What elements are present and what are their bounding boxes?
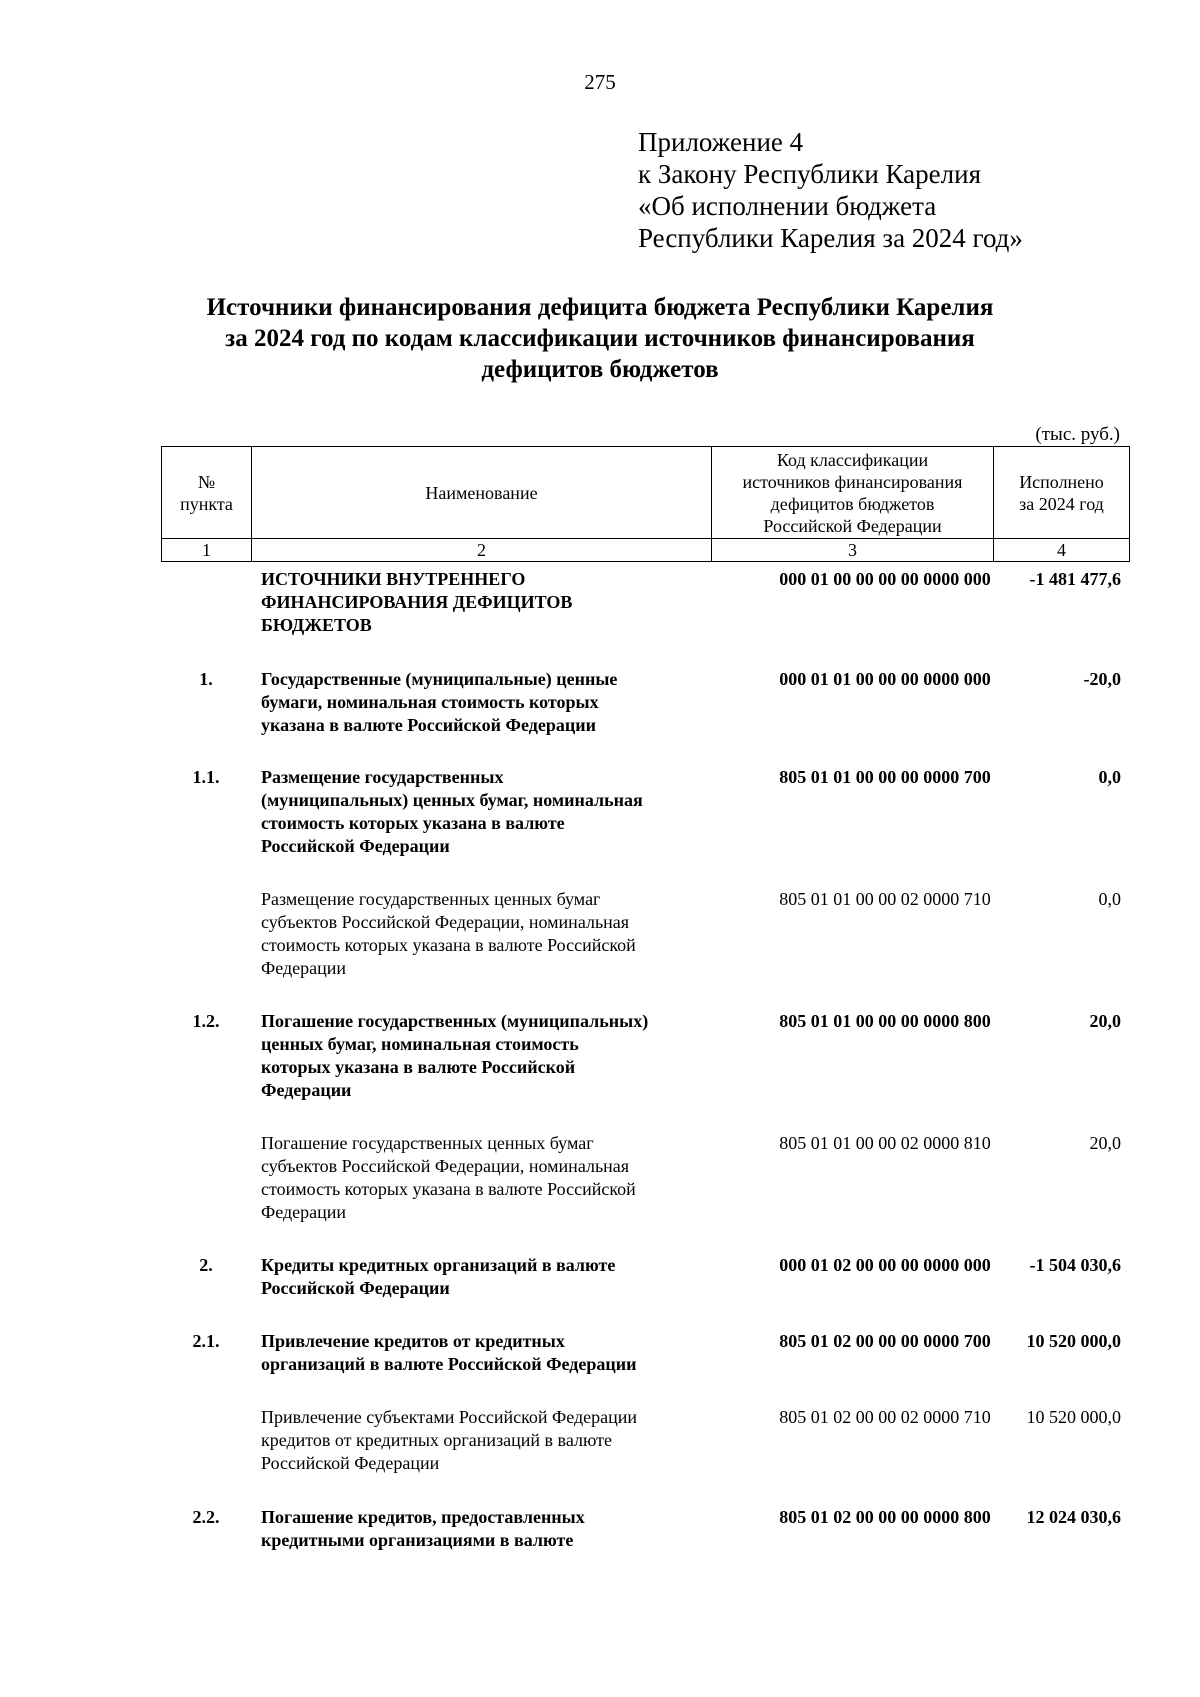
header-text: дефицитов бюджетов [770,493,935,514]
row-value: 20,0 [1089,1011,1121,1031]
header-col-executed [994,447,1130,539]
row-value: 10 520 000,0 [1026,1331,1121,1351]
appendix-line: Республики Карелия за 2024 год» [638,223,1023,253]
column-number: 4 [994,539,1130,562]
header-text: источников финансирования [742,471,963,492]
row-code: 805 01 01 00 00 00 0000 700 [779,767,991,787]
name-line: Российской Федерации [261,1278,450,1298]
name-line: Российской Федерации [261,1453,440,1473]
name-line: субъектов Российской Федерации, номинальная [261,912,630,932]
row-code: 000 01 01 00 00 00 0000 000 [779,669,991,689]
name-line: стоимость которых указана в валюте [261,813,565,833]
row-number: 1. [199,669,213,689]
column-number: 1 [162,539,252,562]
name-line: Федерации [261,958,347,978]
title-line: дефицитов бюджетов [481,356,719,383]
name-line: ФИНАНСИРОВАНИЯ ДЕФИЦИТОВ [261,592,573,612]
row-code: 805 01 02 00 00 00 0000 700 [779,1331,991,1351]
appendix-line: к Закону Республики Карелия [638,159,981,189]
column-number: 3 [712,539,994,562]
row-code: 805 01 01 00 00 02 0000 710 [779,889,991,909]
row-number: 1.1. [192,767,220,787]
header-col-number [162,447,252,539]
row-number: 2. [199,1255,213,1275]
name-line: стоимость которых указана в валюте Российской [261,935,636,955]
row-code: 000 01 02 00 00 00 0000 000 [779,1255,991,1275]
name-line: Федерации [261,1202,347,1222]
row-value: 0,0 [1098,889,1121,909]
row-number: 2.2. [192,1507,220,1527]
name-line: указана в валюте Российской Федерации [261,715,596,735]
name-line: которых указана в валюте Российской [261,1057,576,1077]
row-value: -20,0 [1083,669,1121,689]
row-value: -1 504 030,6 [1029,1255,1121,1275]
appendix-block [638,126,1158,254]
row-value: 20,0 [1089,1133,1121,1153]
row-code: 805 01 02 00 00 02 0000 710 [779,1407,991,1427]
row-code: 805 01 01 00 00 02 0000 810 [779,1133,991,1153]
name-line: Привлечение субъектами Российской Федерации [261,1407,638,1427]
appendix-line: «Об исполнении бюджета [638,191,937,221]
row-code: 000 01 00 00 00 00 0000 000 [779,569,991,589]
name-line: ИСТОЧНИКИ ВНУТРЕННЕГО [261,569,526,589]
name-line: Российской Федерации [261,836,450,856]
column-number: 2 [252,539,712,562]
name-line: Федерации [261,1080,352,1100]
row-code: 805 01 02 00 00 00 0000 800 [779,1507,991,1527]
name-line: Погашение кредитов, предоставленных [261,1507,585,1527]
row-value: 0,0 [1098,767,1121,787]
name-line: кредитными организациями в валюте [261,1530,574,1550]
header-text: за 2024 год [1019,493,1104,514]
header-text: Код классификации [776,449,929,470]
units-label: (тыс. руб.) [1035,424,1120,445]
title-line: за 2024 год по кодам классификации источников финансирования [225,325,975,352]
title-line: Источники финансирования дефицита бюджета Республики Карелия [206,294,994,321]
name-line: (муниципальных) ценных бумаг, номинальная [261,790,643,810]
name-line: БЮДЖЕТОВ [261,615,372,635]
header-text: Российской Федерации [763,515,942,536]
row-code: 805 01 01 00 00 00 0000 800 [779,1011,991,1031]
row-number: 1.2. [192,1011,220,1031]
name-line: ценных бумаг, номинальная стоимость [261,1034,579,1054]
name-line: Размещение государственных [261,767,504,787]
name-line: кредитов от кредитных организаций в валюте [261,1430,613,1450]
name-line: бумаги, номинальная стоимость которых [261,692,599,712]
header-col-name: Наименование [252,447,712,539]
name-line: Погашение государственных ценных бумаг [261,1133,594,1153]
page-number: 275 [584,70,616,94]
header-text: Исполнено [1019,471,1104,492]
name-line: Размещение государственных ценных бумаг [261,889,601,909]
row-value: 12 024 030,6 [1026,1507,1121,1527]
name-line: Государственные (муниципальные) ценные [261,669,618,689]
name-line: субъектов Российской Федерации, номинальная [261,1156,630,1176]
name-line: Кредиты кредитных организаций в валюте [261,1255,616,1275]
header-col-code [712,447,994,539]
name-line: Погашение государственных (муниципальных) [261,1011,649,1031]
header-text: пункта [180,493,233,514]
document-title [140,292,1060,385]
name-line: организаций в валюте Российской Федерации [261,1354,637,1374]
table-header [161,446,1130,562]
row-value: 10 520 000,0 [1026,1407,1121,1427]
row-value: -1 481 477,6 [1029,569,1121,589]
name-line: Привлечение кредитов от кредитных [261,1331,565,1351]
header-text: № [197,471,216,492]
appendix-line: Приложение 4 [638,127,804,157]
row-number: 2.1. [192,1331,220,1351]
name-line: стоимость которых указана в валюте Российской [261,1179,636,1199]
